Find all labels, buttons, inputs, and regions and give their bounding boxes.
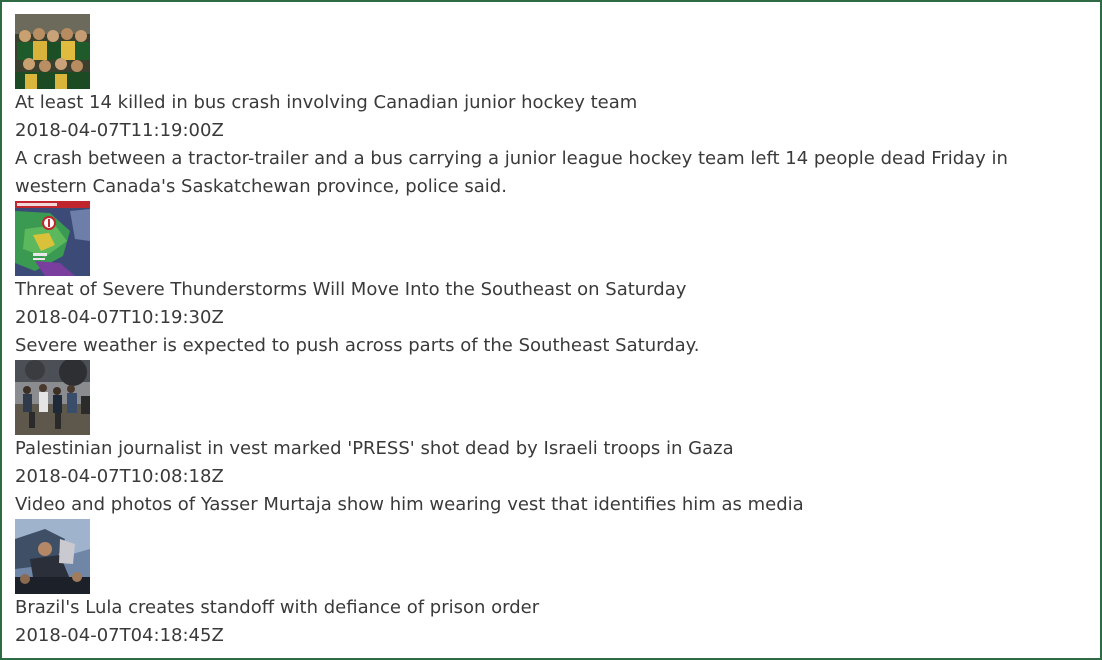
- severe-weather-thumbnail[interactable]: [15, 201, 90, 276]
- news-item: [15, 201, 1086, 360]
- article-timestamp: 2018-04-07T11:19:00Z: [15, 120, 224, 141]
- news-item: [15, 519, 1086, 650]
- article-description: Severe weather is expected to push across parts of the Southeast Saturday.: [15, 335, 700, 356]
- gaza-protest-thumbnail[interactable]: [15, 360, 90, 435]
- article-timestamp: 2018-04-07T10:08:18Z: [15, 466, 224, 487]
- news-item: [15, 360, 1086, 519]
- lula-crowd-thumbnail[interactable]: [15, 519, 90, 594]
- news-item: [15, 14, 1086, 201]
- article-title[interactable]: At least 14 killed in bus crash involving Canadian junior hockey team: [15, 92, 638, 113]
- hockey-team-thumbnail[interactable]: [15, 14, 90, 89]
- article-description: A crash between a tractor-trailer and a bus carrying a junior league hockey team left 14 people dead Friday in western Canada's Saskatchewan province, police said.: [15, 148, 1008, 197]
- article-title[interactable]: Threat of Severe Thunderstorms Will Move Into the Southeast on Saturday: [15, 279, 687, 300]
- article-description: Video and photos of Yasser Murtaja show him wearing vest that identifies him as media: [15, 494, 804, 515]
- article-title[interactable]: Palestinian journalist in vest marked 'PRESS' shot dead by Israeli troops in Gaza: [15, 438, 734, 459]
- article-timestamp: 2018-04-07T04:18:45Z: [15, 625, 224, 646]
- article-timestamp: 2018-04-07T10:19:30Z: [15, 307, 224, 328]
- article-title[interactable]: Brazil's Lula creates standoff with defiance of prison order: [15, 597, 540, 618]
